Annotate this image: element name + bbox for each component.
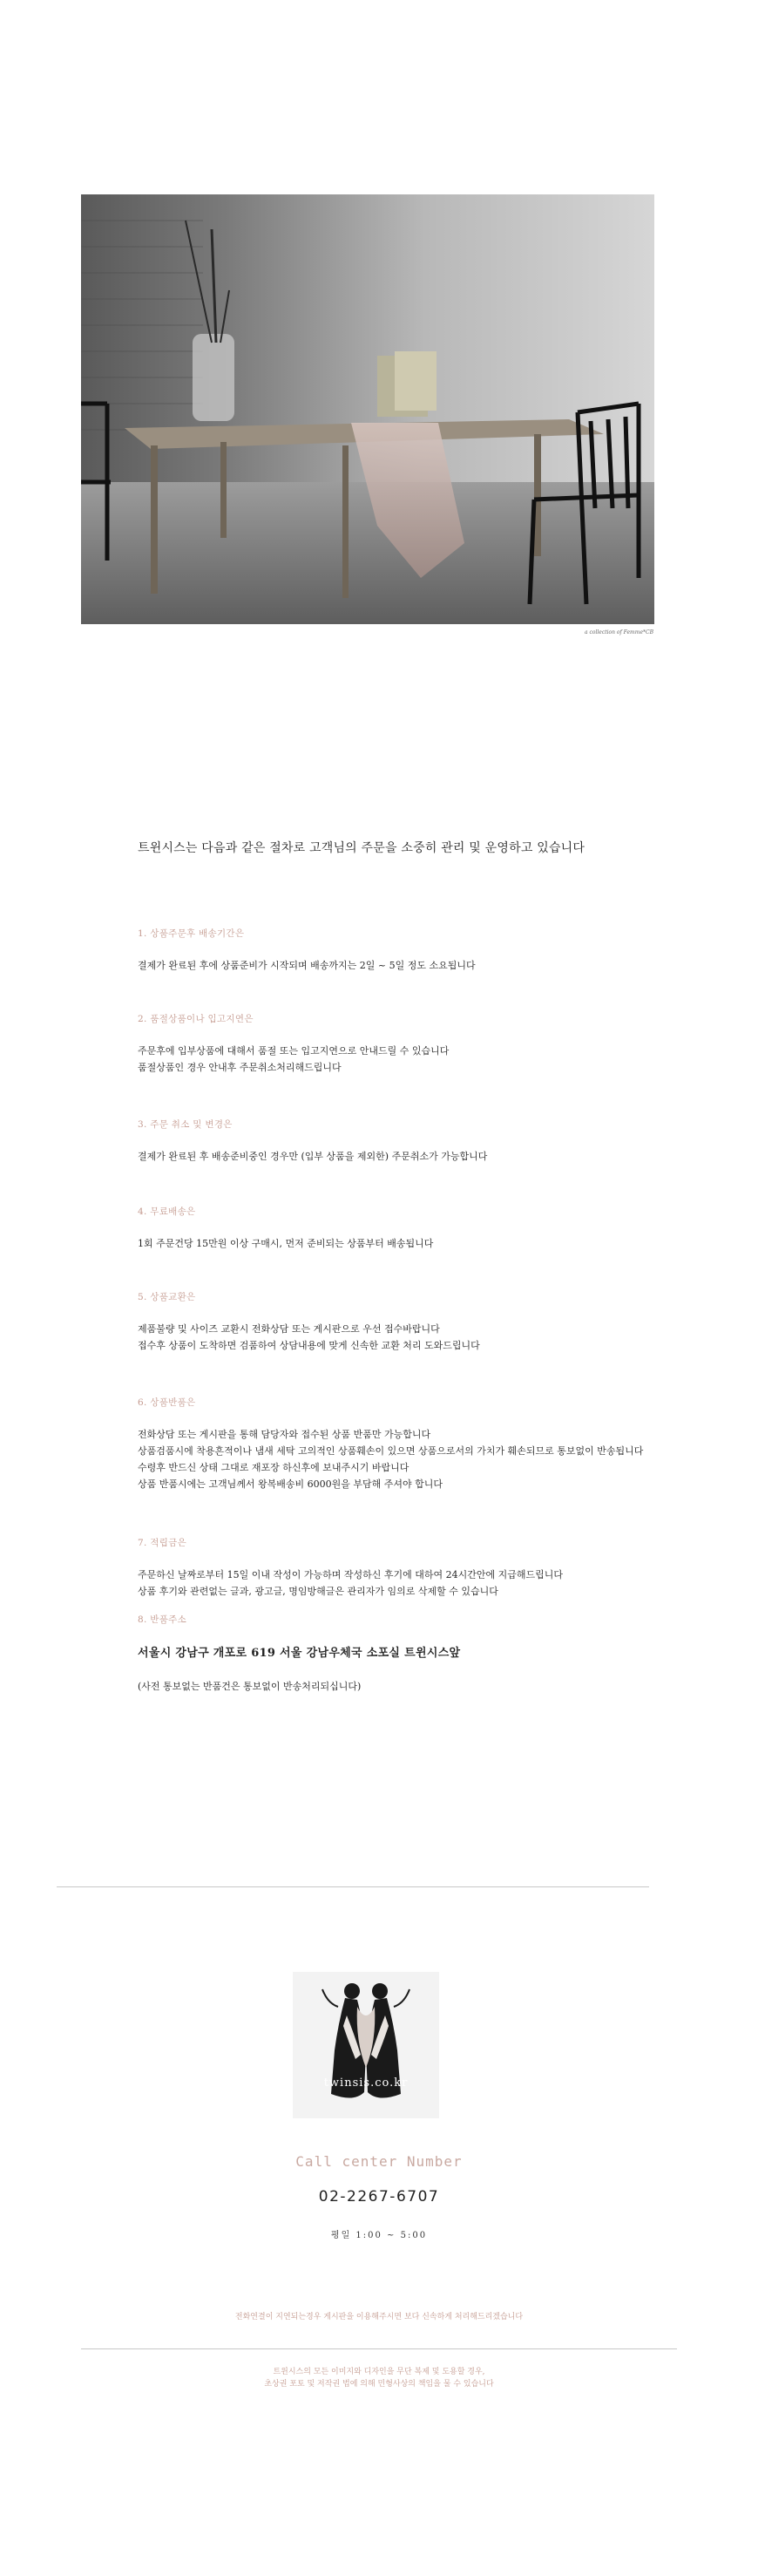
section-line: 전화상담 또는 게시판을 통해 담당자와 접수된 상품 반품만 가능합니다	[138, 1429, 431, 1440]
section-title: 7. 적립금은	[138, 1538, 187, 1548]
callcenter-hours: 평일 1:00 ~ 5:00	[330, 2231, 428, 2240]
section-exchange	[138, 1290, 713, 1354]
return-address: 서울시 강남구 개포로 619 서울 강남우체국 소포실 트윈시스앞	[138, 1647, 461, 1660]
section-title: 1. 상품주문후 배송기간은	[138, 928, 245, 939]
section-line: 수령후 반드신 상태 그대로 재포장 하신후에 보내주시기 바랍니다	[138, 1462, 409, 1473]
section-title: 2. 품절상품이나 입고지연은	[138, 1014, 254, 1024]
contact-notice: 전화연결이 지연되는경우 게시판을 이용해주시면 보다 신속하게 처리해드리겠습니다	[234, 2313, 524, 2321]
section-soldout	[138, 1012, 713, 1076]
section-line: 제품불량 및 사이즈 교환시 전화상담 또는 게시판으로 우선 접수바랍니다	[138, 1323, 440, 1335]
section-delivery-period	[138, 927, 713, 974]
section-free-shipping	[138, 1205, 713, 1252]
section-title: 5. 상품교환은	[138, 1292, 196, 1302]
section-return	[138, 1396, 713, 1492]
section-line: 상품 후기와 관련없는 글과, 광고글, 명임방해글은 관리자가 임의로 삭제할 수 있습니다	[138, 1586, 498, 1597]
callcenter-phone[interactable]: 02-2267-6707	[318, 2188, 440, 2206]
section-line: 주문하신 날짜로부터 15일 이내 작성이 가능하며 작성하신 후기에 대하여 24시간안에 지급해드립니다	[138, 1569, 563, 1580]
section-line: 주문후에 입부상품에 대해서 품절 또는 입고지연으로 안내드릴 수 있습니다	[138, 1045, 450, 1057]
section-line: 상품검품시에 착용흔적이나 냄새 세탁 고의적인 상품훼손이 있으면 상품으로서의 가치가 훼손되므로 통보없이 반송됩니다	[138, 1445, 644, 1457]
intro-text: 트윈시스는 다음과 같은 절차로 고객님의 주문을 소중히 관리 및 운영하고 있습니다	[138, 841, 585, 855]
divider	[57, 1886, 649, 1887]
section-line: 품절상품인 경우 안내후 주문취소처리해드립니다	[138, 1062, 342, 1073]
section-line: 결제가 완료된 후 배송준비중인 경우만 (입부 상품을 제외한) 주문취소가 가능합니다	[138, 1151, 488, 1162]
section-line: 상품 반품시에는 고객님께서 왕복배송비 6000원을 부담해 주셔야 합니다	[138, 1478, 443, 1490]
divider	[81, 2348, 677, 2349]
section-line: 접수후 상품이 도착하면 검품하여 상담내용에 맞게 신속한 교환 처리 도와드립니다	[138, 1340, 480, 1351]
copyright-notice	[0, 2366, 758, 2390]
hero-photo-art	[81, 194, 654, 624]
callcenter-title: Call center Number	[295, 2153, 463, 2170]
section-cancel	[138, 1118, 713, 1165]
return-address-note: (사전 통보없는 반품건은 통보없이 반송처리되십니다)	[138, 1681, 362, 1692]
copyright-line: 트윈시스의 모든 이미지와 디자인을 무단 복제 및 도용할 경우,	[273, 2368, 485, 2376]
section-title: 6. 상품반품은	[138, 1397, 196, 1408]
section-title: 8. 반품주소	[138, 1614, 187, 1625]
hero-caption: a collection of Femme*CB	[585, 629, 653, 636]
section-line: 1회 주문건당 15만원 이상 구매시, 먼저 준비되는 상품부터 배송됩니다	[138, 1238, 434, 1249]
section-title: 3. 주문 취소 및 변경은	[138, 1119, 233, 1130]
twins-figure-art	[293, 1972, 439, 2118]
logo-text: twinsis.co.kr	[323, 2076, 409, 2090]
hero-photo	[81, 194, 654, 624]
twinsis-logo[interactable]	[293, 1972, 439, 2118]
section-title: 4. 무료배송은	[138, 1206, 196, 1217]
section-line: 결제가 완료된 후에 상품준비가 시작되며 배송까지는 2일 ~ 5일 정도 소요됩니다	[138, 960, 476, 971]
section-points	[138, 1536, 713, 1600]
copyright-line: 초상권 포토 및 저작권 법에 의해 민형사상의 책임을 물 수 있습니다	[264, 2380, 494, 2389]
section-return-address	[138, 1613, 713, 1693]
